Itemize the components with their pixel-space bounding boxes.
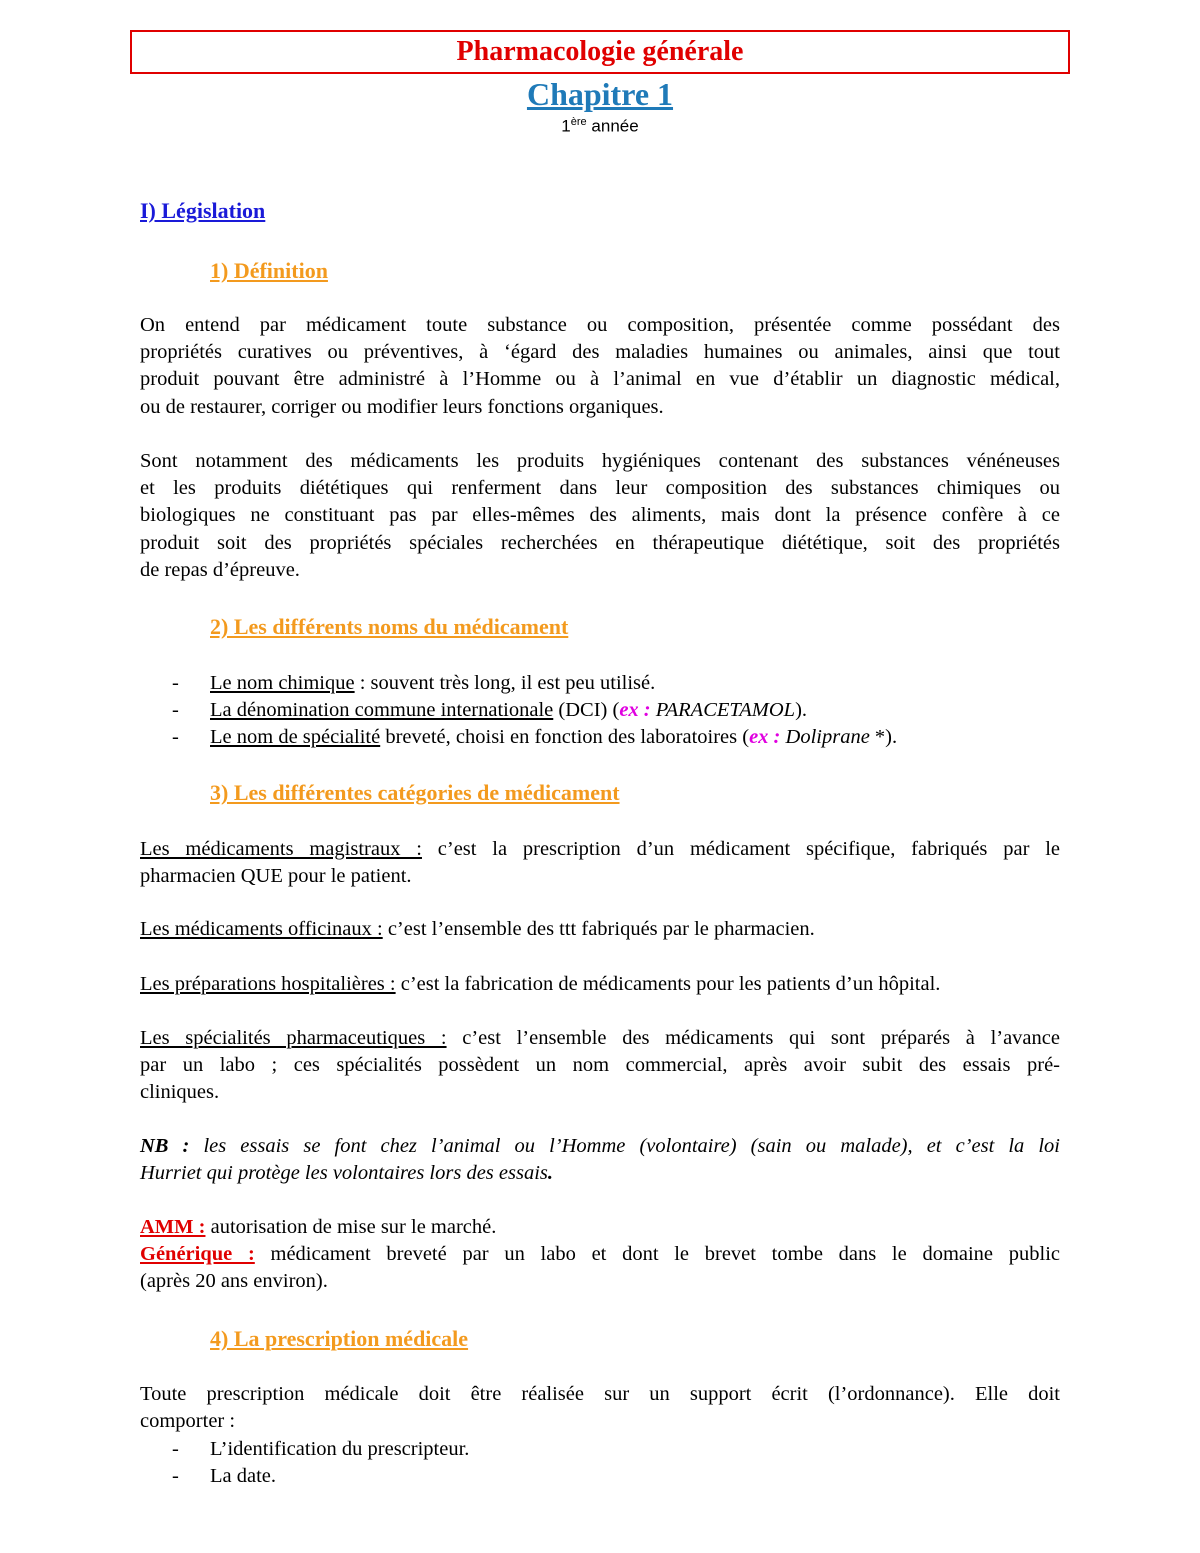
text-line: pharmacien QUE pour le patient. [140,865,412,888]
text-line: propriétés curatives ou préventives, à ‘égard des maladies humaines ou animales, ainsi que tout [140,341,1060,364]
text: . [547,1162,554,1185]
specialites-paragraph [140,1025,1060,1107]
chapter-heading: Chapitre 1 [526,76,674,112]
bullet-dash: - [172,726,179,748]
magistraux-paragraph [140,836,1060,890]
year-superscript: ère [570,116,587,128]
bullet-dash: - [172,699,179,721]
text: autorisation de mise sur le marché. [205,1216,497,1238]
example-label: ex : [749,726,781,748]
list-text: : souvent très long, il est peu utilisé. [354,672,656,694]
drug-names-heading: 2) Les différents noms du médicament [210,614,569,639]
text-line: et les produits diététiques qui renferment dans leur composition des substances chimiques ou [140,477,1060,500]
term-generique: Générique : [140,1243,255,1266]
drug-categories-heading: 3) Les différentes catégories de médicament [210,780,620,805]
text: c’est l’ensemble des ttt fabriqués par le pharmacien. [382,918,815,940]
text-line: biologiques ne constituant pas par elles-mêmes des aliments, mais dont la présence confère à ce [140,504,1060,527]
list-text: L’identification du prescripteur. [210,1438,470,1460]
year-word: année [591,116,639,136]
text-line: (après 20 ans environ). [140,1270,328,1293]
example-value: PARACETAMOL [650,699,796,721]
bullet-dash: - [172,672,179,694]
text: c’est la prescription d’un médicament spécifique, fabriqués par le [421,838,1060,860]
text-line [140,1160,1060,1187]
text-line: comporter : [140,1410,236,1433]
definition-heading: 1) Définition [210,258,328,283]
text-line: produit pouvant être administré à l’Homme ou à l’animal en vue d’établir un diagnostic médical, [140,368,1060,391]
text-line [140,1025,1060,1052]
bullet-dash: - [172,1465,179,1487]
officinaux-paragraph [140,916,1060,943]
list-term: Le nom de spécialité [210,726,381,748]
text-line: Toute prescription médicale doit être réalisée sur un support écrit (l’ordonnance). Elle doit [140,1383,1060,1405]
document-title: Pharmacologie générale [130,30,1070,74]
list-text-end: ). [795,699,808,721]
term-officinaux: Les médicaments officinaux : [140,918,383,940]
text: Hurriet qui protège les volontaires lors des essais [140,1162,548,1185]
text-line: cliniques. [140,1081,220,1104]
list-item [172,724,897,751]
list-item [172,1463,276,1490]
definition-paragraph-1 [140,312,1060,421]
text-line: produit soit des propriétés spéciales recherchées en thérapeutique diététique, soit des propriétés [140,531,1060,554]
text-line [140,916,1060,943]
list-item [172,1436,469,1463]
text-line: ou de restaurer, corriger ou modifier leurs fonctions organiques. [140,395,664,418]
text-line [140,836,1060,863]
example-label: ex : [619,699,651,721]
list-text: (DCI) ( [553,699,620,721]
nb-note [140,1133,1060,1187]
text: c’est la fabrication de médicaments pour les patients d’un hôpital. [395,973,941,995]
list-term: La dénomination commune internationale [210,699,554,721]
text-line [140,1214,1060,1241]
list-text: breveté, choisi en fonction des laboratoires ( [380,726,750,748]
term-specialites: Les spécialités pharmaceutiques : [140,1027,447,1049]
list-item [172,670,655,697]
text-line: par un labo ; ces spécialités possèdent un nom commercial, après avoir subit des essais pré- [140,1054,1060,1077]
list-item [172,697,807,724]
hospitalieres-paragraph [140,971,1060,998]
text-line: On entend par médicament toute substance ou composition, présentée comme possédant des [140,314,1060,336]
prescription-paragraph [140,1381,1060,1435]
text-line [140,971,1060,998]
prescription-heading: 4) La prescription médicale [210,1326,469,1351]
section-legislation-heading: I) Législation [140,198,266,223]
text-line: de repas d’épreuve. [140,558,300,581]
text-line: Sont notamment des médicaments les produits hygiéniques contenant des substances vénéneuses [140,450,1060,472]
term-amm: AMM : [140,1216,206,1238]
bullet-dash: - [172,1438,179,1460]
text: les essais se font chez l’animal ou l’Homme (volontaire) (sain ou malade), et c’est la loi [189,1135,1060,1157]
term-hospitalieres: Les préparations hospitalières : [140,973,396,995]
list-text-end: *). [869,726,898,748]
list-text: La date. [210,1465,277,1487]
year-number: 1 [561,116,571,136]
nb-label: NB : [140,1135,190,1157]
text: c’est l’ensemble des médicaments qui sont préparés à l’avance [446,1027,1060,1049]
text-line [140,1133,1060,1160]
example-value: Doliprane [780,726,870,748]
text-line [140,1241,1060,1268]
list-term: Le nom chimique [210,672,355,694]
amm-generique-block [140,1214,1060,1296]
definition-paragraph-2 [140,448,1060,584]
term-magistraux: Les médicaments magistraux : [140,838,422,860]
text: médicament breveté par un labo et dont le brevet tombe dans le domaine public [254,1243,1060,1266]
year-line [0,116,1200,137]
